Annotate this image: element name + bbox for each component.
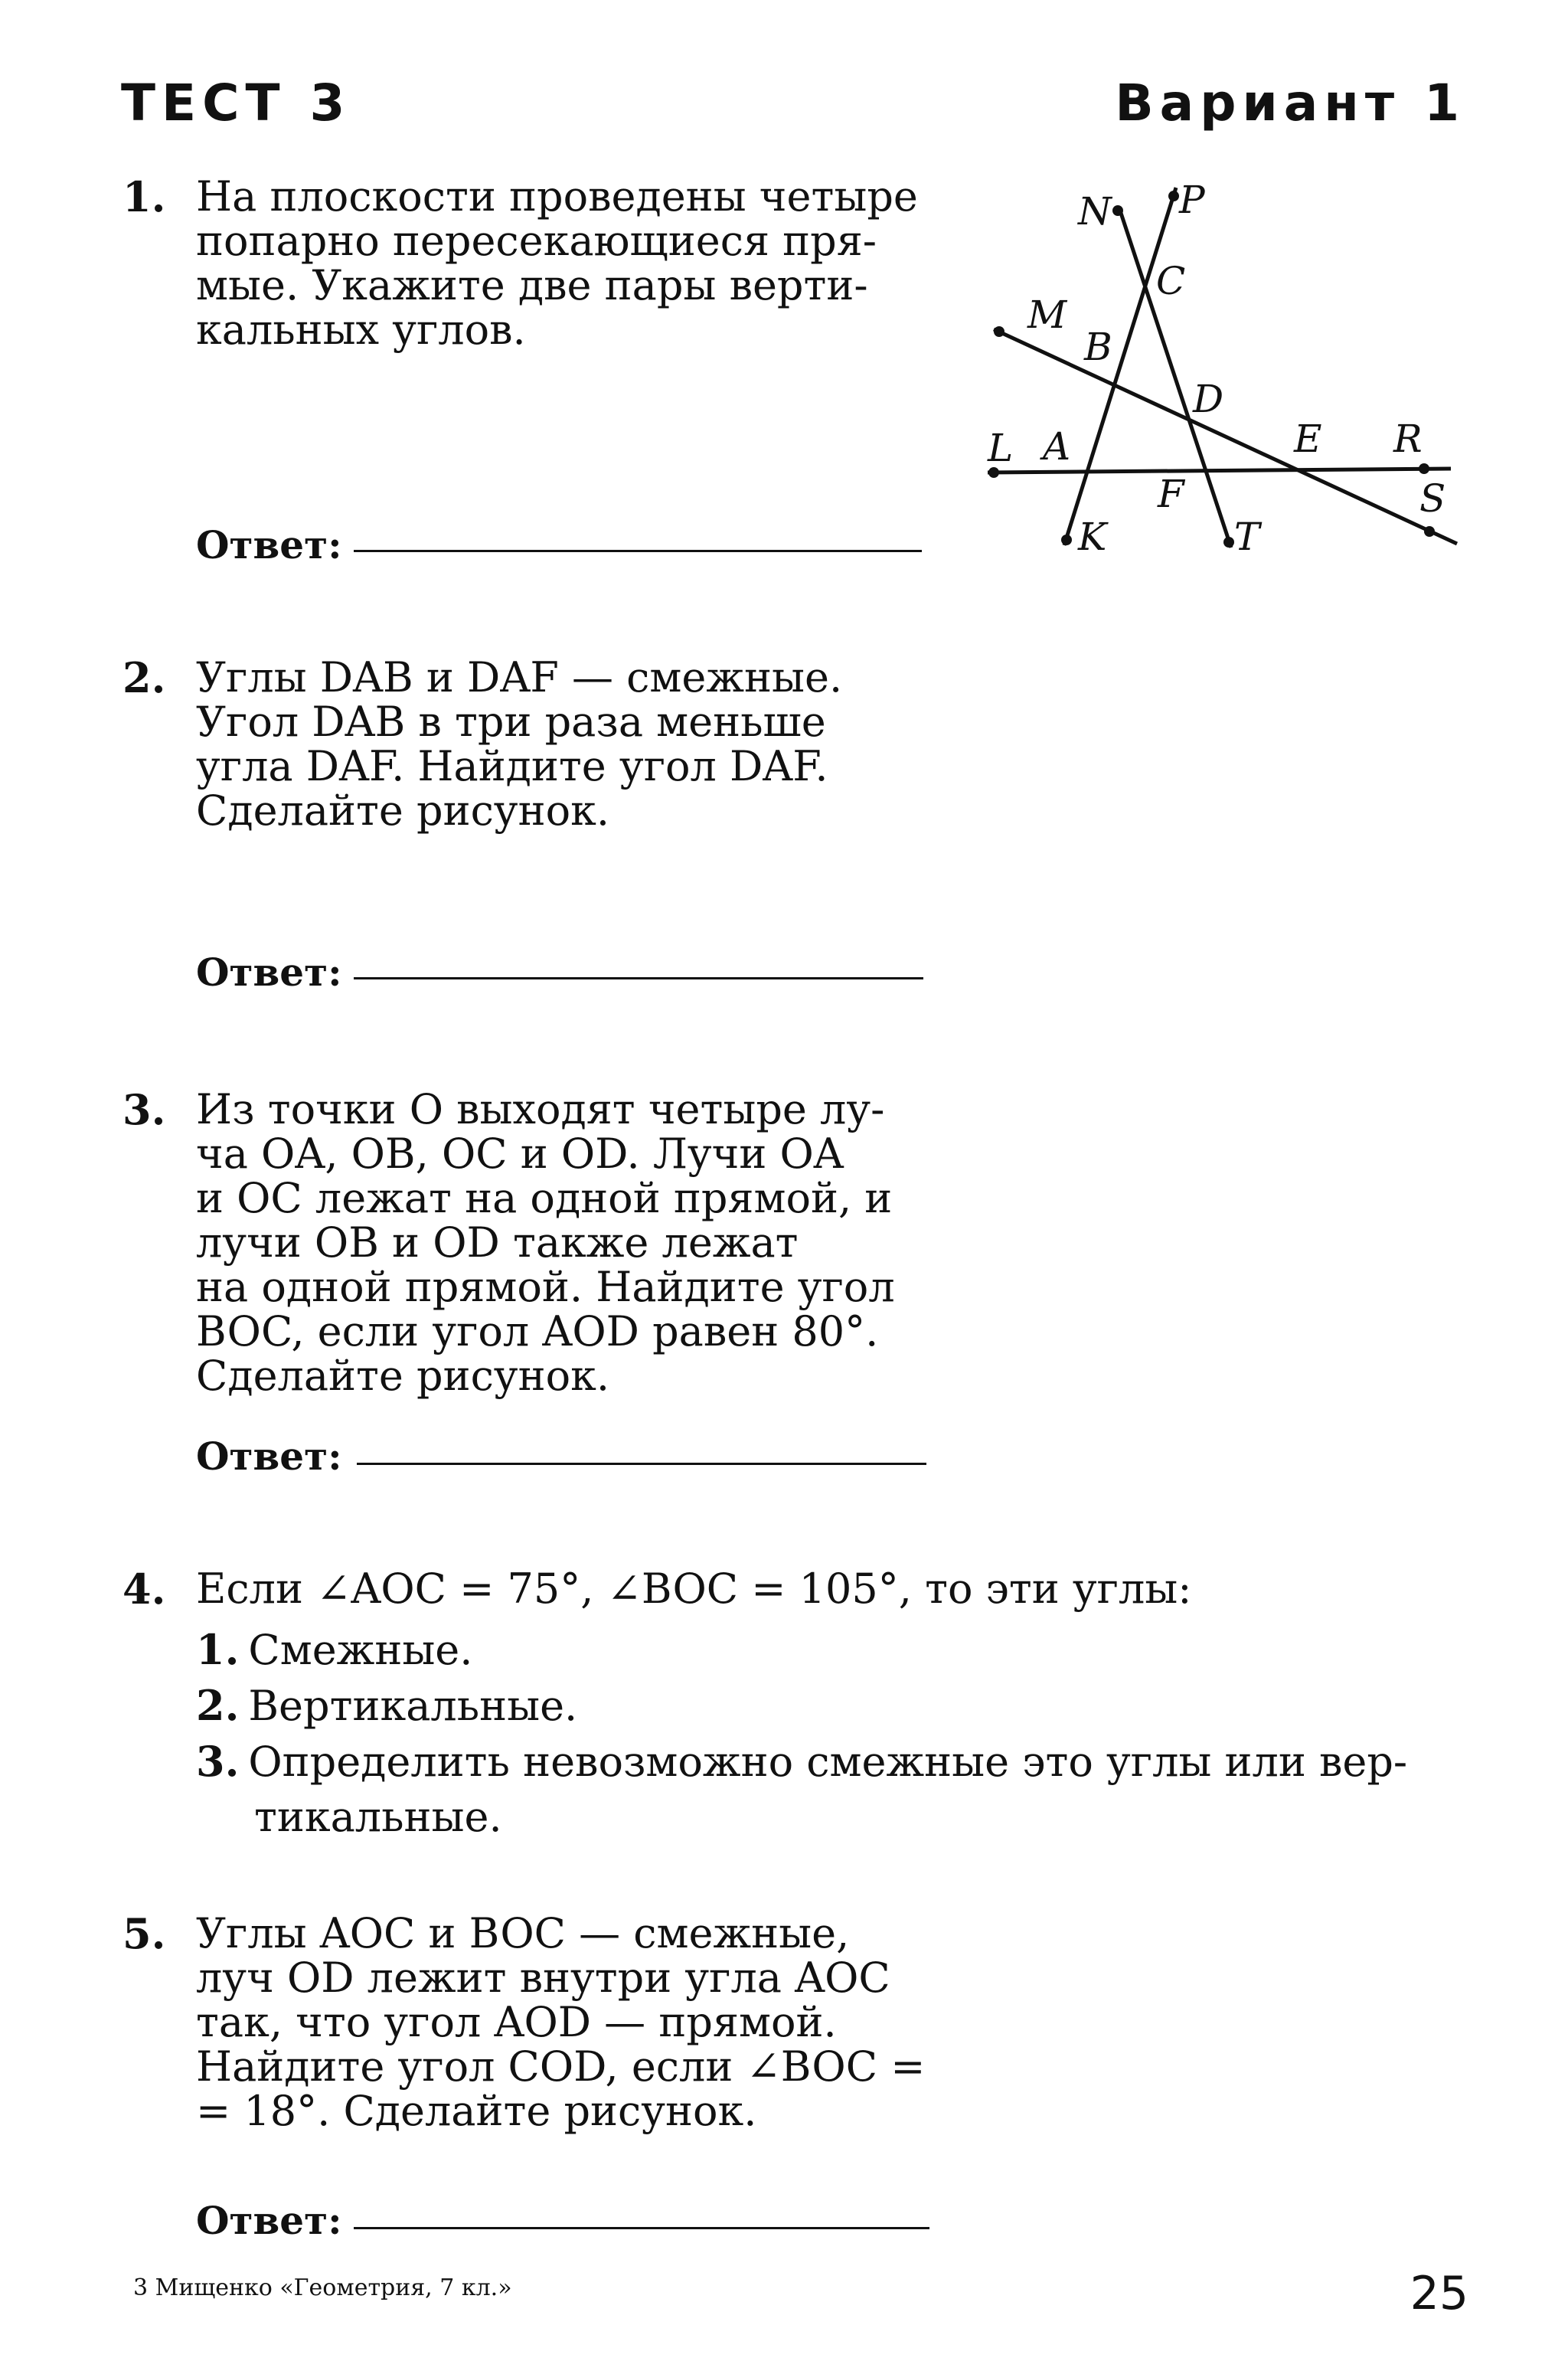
page-number: 25 [1410, 2267, 1468, 2320]
test-title: ТЕСТ 3 [121, 74, 351, 132]
question-number: 3. [122, 1085, 166, 1134]
answer-label: Ответ: [196, 522, 342, 567]
answer-field[interactable] [354, 977, 923, 979]
question-number: 5. [122, 1909, 166, 1958]
answer-field[interactable] [357, 1463, 926, 1465]
option-2[interactable]: 2. Вертикальные. [196, 1681, 578, 1730]
question-text: На плоскости проведены четыре попарно пересекающиеся пря- мые. Укажите две пары верти- кальных углов. [196, 172, 918, 354]
label-b: B [1084, 325, 1112, 369]
label-a: A [1043, 424, 1071, 469]
answer-label: Ответ: [196, 950, 342, 995]
label-t: T [1234, 515, 1260, 559]
label-n: N [1078, 189, 1112, 234]
label-e: E [1294, 417, 1322, 461]
label-s: S [1419, 476, 1446, 521]
lines-figure [972, 172, 1478, 571]
question-stem: Если ∠AOC = 75°, ∠BOC = 105°, то эти углы: [196, 1565, 1192, 1613]
question-text: Углы AOC и BOC — смежные, луч OD лежит внутри угла AOC так, что угол AOD — прямой. Найдите угол COD, если ∠BOC = = 18°. Сделайте рисунок. [196, 1909, 926, 2135]
option-3[interactable]: 3. Определить невозможно смежные это углы или вер- [196, 1737, 1408, 1786]
question-text: Из точки O выходят четыре лу- ча OA, OB, OC и OD. Лучи OA и OC лежат на одной прямой, и лучи OB и OD также лежат на одной прямой. Найдите угол BOC, если угол AOD равен 80°. Сделайте рисунок. [196, 1085, 895, 1400]
footer-credit: 3 Мищенко «Геометрия, 7 кл.» [133, 2274, 512, 2301]
label-m: M [1027, 293, 1067, 337]
label-p: P [1179, 178, 1205, 222]
question-number: 4. [122, 1565, 166, 1614]
question-number: 1. [122, 172, 166, 221]
variant-title: Вариант 1 [1115, 74, 1465, 132]
label-l: L [988, 426, 1014, 470]
option-1[interactable]: 1. Смежные. [196, 1625, 473, 1674]
label-r: R [1393, 417, 1423, 461]
question-text: Углы DAB и DAF — смежные. Угол DAB в три раза меньше угла DAF. Найдите угол DAF. Сделайте рисунок. [196, 653, 843, 835]
answer-field[interactable] [354, 2227, 929, 2229]
answer-label: Ответ: [196, 1434, 342, 1479]
answer-field[interactable] [354, 550, 922, 552]
label-f: F [1158, 472, 1184, 516]
question-number: 2. [122, 653, 166, 702]
answer-options [196, 1622, 1407, 1845]
answer-label: Ответ: [196, 2198, 342, 2243]
option-3-continuation: тикальные. [254, 1793, 502, 1841]
label-c: C [1156, 259, 1186, 303]
label-d: D [1193, 377, 1224, 421]
label-k: K [1078, 515, 1107, 559]
